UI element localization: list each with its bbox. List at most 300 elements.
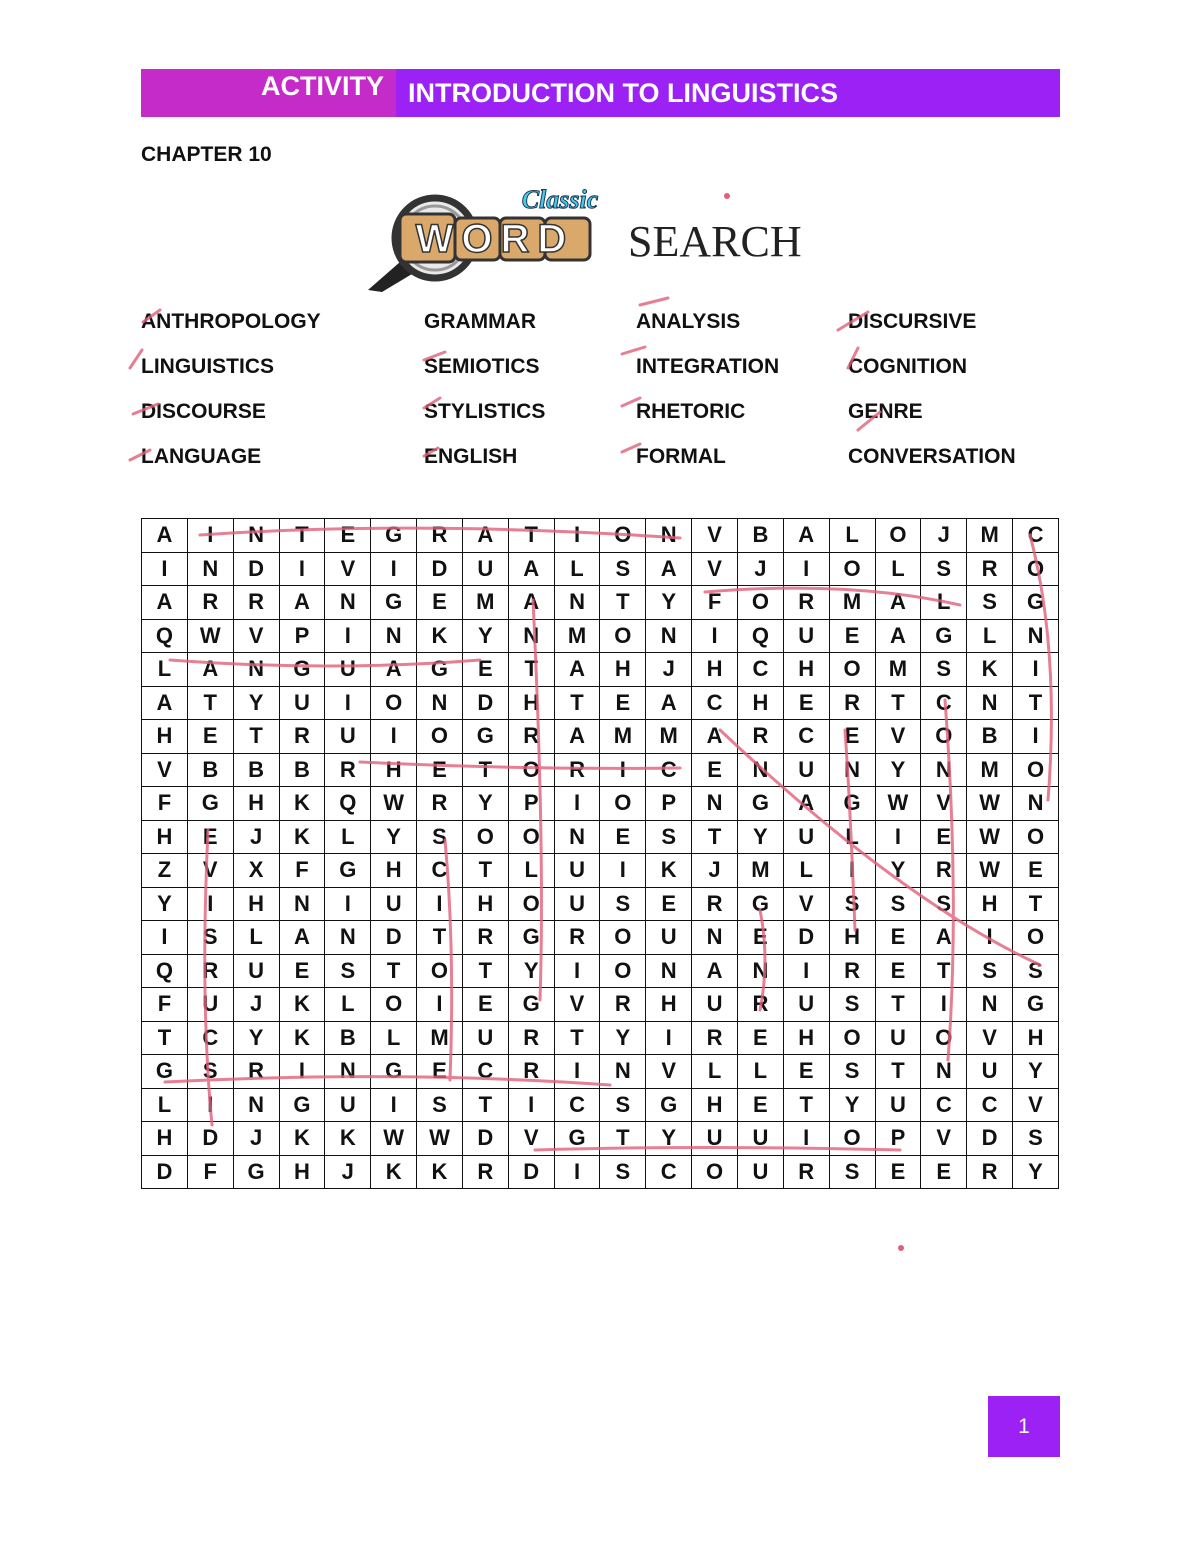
grid-cell: I <box>1013 720 1059 754</box>
grid-cell: G <box>829 787 875 821</box>
grid-cell: E <box>921 820 967 854</box>
grid-cell: A <box>462 519 508 553</box>
grid-cell: E <box>187 820 233 854</box>
letter-grid <box>141 518 1059 1189</box>
grid-cell: T <box>875 1055 921 1089</box>
word-search-logo <box>360 180 840 295</box>
grid-cell: E <box>737 921 783 955</box>
grid-cell: I <box>829 854 875 888</box>
grid-cell: G <box>737 887 783 921</box>
grid-cell: H <box>142 720 188 754</box>
grid-cell: N <box>692 921 738 955</box>
word-item: FORMAL <box>636 445 726 468</box>
grid-cell: O <box>508 887 554 921</box>
grid-cell: K <box>279 787 325 821</box>
grid-cell: W <box>967 854 1013 888</box>
grid-cell: L <box>829 820 875 854</box>
grid-cell: A <box>142 686 188 720</box>
grid-cell: R <box>783 586 829 620</box>
grid-cell: G <box>508 988 554 1022</box>
grid-cell: T <box>1013 686 1059 720</box>
grid-cell: A <box>692 720 738 754</box>
grid-cell: G <box>371 1055 417 1089</box>
grid-cell: O <box>921 720 967 754</box>
grid-cell: I <box>417 887 463 921</box>
grid-cell: H <box>142 820 188 854</box>
grid-cell: F <box>279 854 325 888</box>
grid-cell: O <box>508 753 554 787</box>
grid-cell: D <box>783 921 829 955</box>
grid-cell: H <box>508 686 554 720</box>
grid-cell: L <box>233 921 279 955</box>
grid-cell: T <box>554 686 600 720</box>
word-item: ANTHROPOLOGY <box>141 310 321 333</box>
grid-cell: O <box>600 921 646 955</box>
logo-search: SEARCH <box>628 217 802 266</box>
grid-cell: N <box>554 820 600 854</box>
grid-cell: V <box>783 887 829 921</box>
grid-cell: R <box>921 854 967 888</box>
grid-cell: N <box>508 619 554 653</box>
grid-cell: L <box>783 854 829 888</box>
grid-cell: Z <box>142 854 188 888</box>
grid-cell: S <box>600 1088 646 1122</box>
grid-cell: L <box>142 1088 188 1122</box>
grid-cell: R <box>508 1021 554 1055</box>
grid-cell: A <box>921 921 967 955</box>
grid-cell: F <box>692 586 738 620</box>
grid-cell: I <box>554 954 600 988</box>
grid-cell: Y <box>508 954 554 988</box>
grid-cell: O <box>829 1122 875 1156</box>
grid-cell: O <box>600 787 646 821</box>
grid-cell: G <box>371 519 417 553</box>
grid-cell: V <box>967 1021 1013 1055</box>
grid-cell: N <box>646 519 692 553</box>
grid-cell: V <box>1013 1088 1059 1122</box>
grid-cell: I <box>554 519 600 553</box>
grid-cell: I <box>142 552 188 586</box>
grid-cell: V <box>875 720 921 754</box>
grid-cell: N <box>600 1055 646 1089</box>
grid-cell: H <box>371 854 417 888</box>
grid-cell: A <box>692 954 738 988</box>
grid-cell: E <box>600 686 646 720</box>
grid-cell: N <box>554 586 600 620</box>
grid-cell: T <box>554 1021 600 1055</box>
grid-cell: V <box>187 854 233 888</box>
page-number: 1 <box>988 1396 1060 1457</box>
grid-cell: E <box>325 519 371 553</box>
grid-cell: G <box>142 1055 188 1089</box>
grid-cell: R <box>967 1155 1013 1189</box>
grid-cell: K <box>279 820 325 854</box>
grid-cell: U <box>692 1122 738 1156</box>
grid-cell: I <box>279 1055 325 1089</box>
grid-cell: S <box>600 887 646 921</box>
header-bar <box>141 69 1060 117</box>
grid-cell: M <box>967 753 1013 787</box>
grid-cell: N <box>921 753 967 787</box>
grid-cell: A <box>371 653 417 687</box>
grid-cell: E <box>783 1055 829 1089</box>
grid-cell: D <box>967 1122 1013 1156</box>
grid-cell: G <box>508 921 554 955</box>
grid-cell: E <box>737 1088 783 1122</box>
grid-cell: C <box>1013 519 1059 553</box>
grid-row <box>142 1122 1059 1156</box>
grid-cell: A <box>142 519 188 553</box>
grid-cell: T <box>508 519 554 553</box>
grid-cell: C <box>462 1055 508 1089</box>
grid-cell: R <box>187 954 233 988</box>
grid-cell: D <box>462 686 508 720</box>
grid-cell: V <box>325 552 371 586</box>
grid-cell: O <box>508 820 554 854</box>
grid-cell: E <box>829 619 875 653</box>
grid-cell: E <box>692 753 738 787</box>
word-item: GENRE <box>848 400 923 423</box>
word-item: COGNITION <box>848 355 967 378</box>
grid-cell: G <box>279 1088 325 1122</box>
grid-cell: N <box>1013 619 1059 653</box>
grid-cell: C <box>646 753 692 787</box>
grid-cell: U <box>233 954 279 988</box>
grid-cell: I <box>646 1021 692 1055</box>
grid-cell: K <box>325 1122 371 1156</box>
grid-cell: O <box>1013 552 1059 586</box>
grid-cell: E <box>829 720 875 754</box>
grid-cell: U <box>875 1088 921 1122</box>
grid-cell: E <box>187 720 233 754</box>
grid-cell: N <box>737 954 783 988</box>
grid-cell: Q <box>142 619 188 653</box>
grid-cell: W <box>371 1122 417 1156</box>
grid-cell: R <box>692 1021 738 1055</box>
grid-cell: A <box>554 653 600 687</box>
grid-cell: A <box>142 586 188 620</box>
grid-cell: O <box>1013 820 1059 854</box>
grid-cell: V <box>554 988 600 1022</box>
grid-cell: V <box>692 519 738 553</box>
grid-cell: R <box>829 686 875 720</box>
grid-cell: H <box>1013 1021 1059 1055</box>
grid-cell: H <box>967 887 1013 921</box>
pen-dot <box>898 1245 904 1251</box>
grid-cell: M <box>967 519 1013 553</box>
grid-cell: U <box>783 988 829 1022</box>
grid-cell: N <box>187 552 233 586</box>
grid-row <box>142 1155 1059 1189</box>
grid-cell: A <box>875 619 921 653</box>
grid-cell: Y <box>646 586 692 620</box>
grid-cell: T <box>462 753 508 787</box>
grid-cell: U <box>967 1055 1013 1089</box>
grid-cell: L <box>508 854 554 888</box>
grid-cell: D <box>462 1122 508 1156</box>
page-title: INTRODUCTION TO LINGUISTICS <box>396 69 1060 117</box>
grid-cell: E <box>1013 854 1059 888</box>
grid-cell: R <box>233 586 279 620</box>
grid-cell: W <box>967 820 1013 854</box>
grid-cell: S <box>921 653 967 687</box>
grid-cell: B <box>233 753 279 787</box>
grid-cell: I <box>325 619 371 653</box>
grid-cell: U <box>737 1155 783 1189</box>
grid-cell: T <box>462 954 508 988</box>
grid-cell: I <box>875 820 921 854</box>
grid-cell: P <box>646 787 692 821</box>
grid-cell: G <box>279 653 325 687</box>
grid-cell: C <box>921 1088 967 1122</box>
grid-cell: T <box>875 988 921 1022</box>
grid-cell: G <box>554 1122 600 1156</box>
grid-cell: K <box>967 653 1013 687</box>
grid-cell: H <box>829 921 875 955</box>
grid-cell: Y <box>829 1088 875 1122</box>
grid-cell: O <box>737 586 783 620</box>
grid-cell: J <box>325 1155 371 1189</box>
grid-cell: T <box>417 921 463 955</box>
grid-cell: A <box>279 921 325 955</box>
grid-cell: C <box>187 1021 233 1055</box>
grid-cell: N <box>371 619 417 653</box>
grid-cell: I <box>279 552 325 586</box>
grid-cell: R <box>783 1155 829 1189</box>
grid-cell: D <box>508 1155 554 1189</box>
grid-cell: F <box>142 787 188 821</box>
grid-cell: W <box>967 787 1013 821</box>
grid-cell: N <box>325 921 371 955</box>
grid-cell: O <box>371 686 417 720</box>
grid-cell: O <box>417 720 463 754</box>
grid-cell: H <box>233 787 279 821</box>
grid-cell: H <box>783 1021 829 1055</box>
grid-cell: K <box>279 1021 325 1055</box>
grid-row <box>142 586 1059 620</box>
grid-cell: G <box>646 1088 692 1122</box>
grid-row <box>142 686 1059 720</box>
grid-cell: A <box>646 686 692 720</box>
grid-cell: E <box>600 820 646 854</box>
grid-cell: M <box>646 720 692 754</box>
grid-cell: U <box>646 921 692 955</box>
grid-cell: I <box>783 954 829 988</box>
grid-cell: N <box>325 1055 371 1089</box>
grid-cell: M <box>737 854 783 888</box>
grid-cell: L <box>325 820 371 854</box>
grid-cell: A <box>508 552 554 586</box>
grid-cell: I <box>600 753 646 787</box>
grid-cell: S <box>417 1088 463 1122</box>
grid-cell: E <box>783 686 829 720</box>
grid-cell: T <box>508 653 554 687</box>
grid-cell: O <box>417 954 463 988</box>
grid-cell: T <box>692 820 738 854</box>
grid-cell: T <box>371 954 417 988</box>
grid-cell: D <box>417 552 463 586</box>
grid-cell: L <box>829 519 875 553</box>
word-list <box>141 305 1061 485</box>
grid-cell: G <box>462 720 508 754</box>
grid-cell: R <box>417 519 463 553</box>
grid-cell: S <box>600 552 646 586</box>
grid-cell: E <box>417 753 463 787</box>
grid-cell: E <box>737 1021 783 1055</box>
grid-cell: W <box>417 1122 463 1156</box>
grid-cell: L <box>142 653 188 687</box>
grid-cell: M <box>462 586 508 620</box>
grid-cell: Q <box>142 954 188 988</box>
grid-cell: U <box>325 653 371 687</box>
grid-cell: V <box>233 619 279 653</box>
logo-word: WORD <box>415 217 575 261</box>
grid-cell: Y <box>462 619 508 653</box>
grid-cell: F <box>187 1155 233 1189</box>
grid-cell: A <box>508 586 554 620</box>
grid-cell: R <box>417 787 463 821</box>
grid-cell: M <box>875 653 921 687</box>
grid-cell: Y <box>875 753 921 787</box>
grid-cell: T <box>279 519 325 553</box>
grid-cell: Q <box>325 787 371 821</box>
grid-cell: I <box>554 1155 600 1189</box>
grid-row <box>142 753 1059 787</box>
grid-cell: Y <box>875 854 921 888</box>
grid-cell: N <box>279 887 325 921</box>
grid-cell: M <box>829 586 875 620</box>
grid-cell: H <box>646 988 692 1022</box>
grid-cell: T <box>783 1088 829 1122</box>
grid-cell: H <box>233 887 279 921</box>
grid-cell: H <box>142 1122 188 1156</box>
grid-cell: G <box>233 1155 279 1189</box>
grid-cell: T <box>142 1021 188 1055</box>
grid-cell: K <box>279 988 325 1022</box>
grid-cell: I <box>187 519 233 553</box>
word-item: DISCOURSE <box>141 400 266 423</box>
grid-cell: P <box>508 787 554 821</box>
grid-cell: F <box>142 988 188 1022</box>
grid-cell: R <box>508 720 554 754</box>
grid-cell: S <box>417 820 463 854</box>
grid-cell: I <box>371 552 417 586</box>
grid-cell: I <box>371 1088 417 1122</box>
grid-cell: I <box>371 720 417 754</box>
grid-cell: L <box>371 1021 417 1055</box>
grid-cell: P <box>875 1122 921 1156</box>
grid-cell: W <box>371 787 417 821</box>
word-item: LINGUISTICS <box>141 355 275 378</box>
grid-row <box>142 787 1059 821</box>
grid-cell: N <box>646 619 692 653</box>
grid-cell: R <box>508 1055 554 1089</box>
grid-cell: G <box>737 787 783 821</box>
grid-cell: Y <box>737 820 783 854</box>
grid-cell: V <box>508 1122 554 1156</box>
grid-cell: N <box>417 686 463 720</box>
grid-cell: A <box>875 586 921 620</box>
grid-cell: G <box>325 854 371 888</box>
grid-cell: S <box>187 1055 233 1089</box>
grid-cell: N <box>829 753 875 787</box>
grid-cell: M <box>554 619 600 653</box>
word-item: RHETORIC <box>636 400 746 423</box>
grid-cell: U <box>783 820 829 854</box>
grid-cell: A <box>646 552 692 586</box>
grid-cell: R <box>692 887 738 921</box>
grid-cell: J <box>233 820 279 854</box>
grid-cell: V <box>921 1122 967 1156</box>
grid-cell: I <box>554 1055 600 1089</box>
grid-cell: R <box>554 753 600 787</box>
grid-row <box>142 1088 1059 1122</box>
grid-cell: W <box>875 787 921 821</box>
grid-row <box>142 954 1059 988</box>
grid-cell: J <box>646 653 692 687</box>
grid-cell: E <box>462 988 508 1022</box>
grid-cell: L <box>921 586 967 620</box>
grid-cell: H <box>462 887 508 921</box>
grid-cell: D <box>187 1122 233 1156</box>
grid-cell: C <box>554 1088 600 1122</box>
grid-cell: I <box>325 686 371 720</box>
grid-cell: V <box>692 552 738 586</box>
grid-cell: D <box>371 921 417 955</box>
grid-cell: S <box>1013 1122 1059 1156</box>
grid-cell: C <box>921 686 967 720</box>
grid-cell: B <box>325 1021 371 1055</box>
grid-cell: O <box>600 954 646 988</box>
grid-row <box>142 720 1059 754</box>
grid-cell: I <box>921 988 967 1022</box>
grid-cell: U <box>325 720 371 754</box>
grid-row <box>142 653 1059 687</box>
grid-cell: O <box>921 1021 967 1055</box>
grid-cell: X <box>233 854 279 888</box>
grid-cell: N <box>233 653 279 687</box>
grid-cell: N <box>921 1055 967 1089</box>
grid-cell: Y <box>462 787 508 821</box>
grid-cell: E <box>646 887 692 921</box>
grid-cell: R <box>462 921 508 955</box>
grid-cell: I <box>325 887 371 921</box>
grid-cell: R <box>462 1155 508 1189</box>
grid-cell: N <box>233 1088 279 1122</box>
grid-cell: O <box>829 1021 875 1055</box>
grid-cell: B <box>279 753 325 787</box>
grid-cell: U <box>737 1122 783 1156</box>
grid-cell: E <box>875 921 921 955</box>
grid-cell: C <box>783 720 829 754</box>
word-item: LANGUAGE <box>141 445 262 468</box>
grid-cell: I <box>692 619 738 653</box>
grid-cell: I <box>1013 653 1059 687</box>
grid-cell: R <box>600 988 646 1022</box>
grid-cell: J <box>692 854 738 888</box>
grid-cell: H <box>692 653 738 687</box>
grid-cell: S <box>1013 954 1059 988</box>
grid-cell: S <box>187 921 233 955</box>
grid-row <box>142 820 1059 854</box>
grid-cell: K <box>371 1155 417 1189</box>
grid-cell: U <box>783 619 829 653</box>
grid-cell: H <box>737 686 783 720</box>
grid-cell: S <box>921 887 967 921</box>
grid-row <box>142 921 1059 955</box>
grid-cell: W <box>187 619 233 653</box>
grid-cell: T <box>462 854 508 888</box>
